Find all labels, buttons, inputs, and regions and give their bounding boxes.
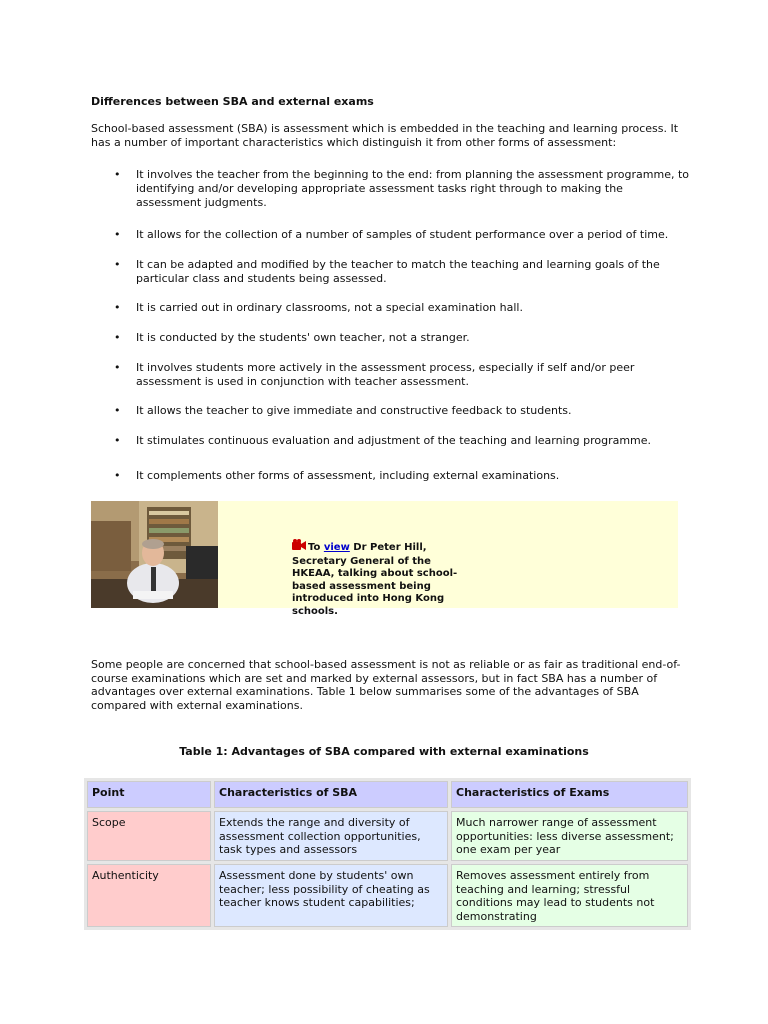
intro-paragraph: School-based assessment (SBA) is assessment which is embedded in the teaching and learning process. It has a number of important characteristics which distinguish it from other forms of assessment: [91, 122, 679, 149]
table-row [87, 811, 688, 861]
cell-exams: Much narrower range of assessment opportunities: less diverse assessment; one exam per year [451, 811, 688, 861]
bullet-icon: • [114, 228, 121, 241]
header-point: Point [87, 781, 211, 808]
view-video-link[interactable]: view [323, 542, 350, 553]
cell-exams: Removes assessment entirely from teaching and learning; stressful conditions may lead to students not demonstrating [451, 864, 688, 927]
header-sba: Characteristics of SBA [214, 781, 448, 808]
section-heading: Differences between SBA and external exams [91, 95, 374, 108]
header-exams: Characteristics of Exams [451, 781, 688, 808]
table-header-row [87, 781, 688, 808]
bullet-icon: • [114, 258, 121, 271]
cell-point: Scope [87, 811, 211, 861]
bullet-icon: • [114, 331, 121, 344]
bullet-icon: • [114, 168, 121, 181]
video-camera-icon[interactable] [292, 539, 306, 556]
bullet-icon: • [114, 301, 121, 314]
advantages-paragraph: Some people are concerned that school-based assessment is not as reliable or as fair as traditional end-of-course examinations which are set and marked by external assessors, but in fact SBA has a number of advantages over external examinations. Table 1 below summarises some of the advantages of SBA compared with external examinations. [91, 658, 681, 712]
video-thumbnail[interactable] [91, 501, 218, 608]
bullet-icon: • [114, 361, 121, 374]
advantages-table [84, 778, 691, 930]
cell-sba: Assessment done by students' own teacher; less possibility of cheating as teacher knows student capabilities; [214, 864, 448, 927]
cell-sba: Extends the range and diversity of assessment collection opportunities, task types and assessors [214, 811, 448, 861]
table-row [87, 864, 688, 927]
table-title: Table 1: Advantages of SBA compared with external examinations [179, 745, 589, 758]
caption-text: Dr Peter Hill, Secretary General of the HKEAA, talking about school-based assessment being introduced into Hong Kong schools. [292, 542, 458, 617]
video-caption [292, 539, 462, 618]
bullet-icon: • [114, 404, 121, 417]
video-panel [91, 501, 678, 617]
caption-prefix: To [308, 542, 324, 553]
bullet-icon: • [114, 469, 121, 482]
bullet-icon: • [114, 434, 121, 447]
video-still-image [91, 501, 218, 608]
cell-point: Authenticity [87, 864, 211, 927]
